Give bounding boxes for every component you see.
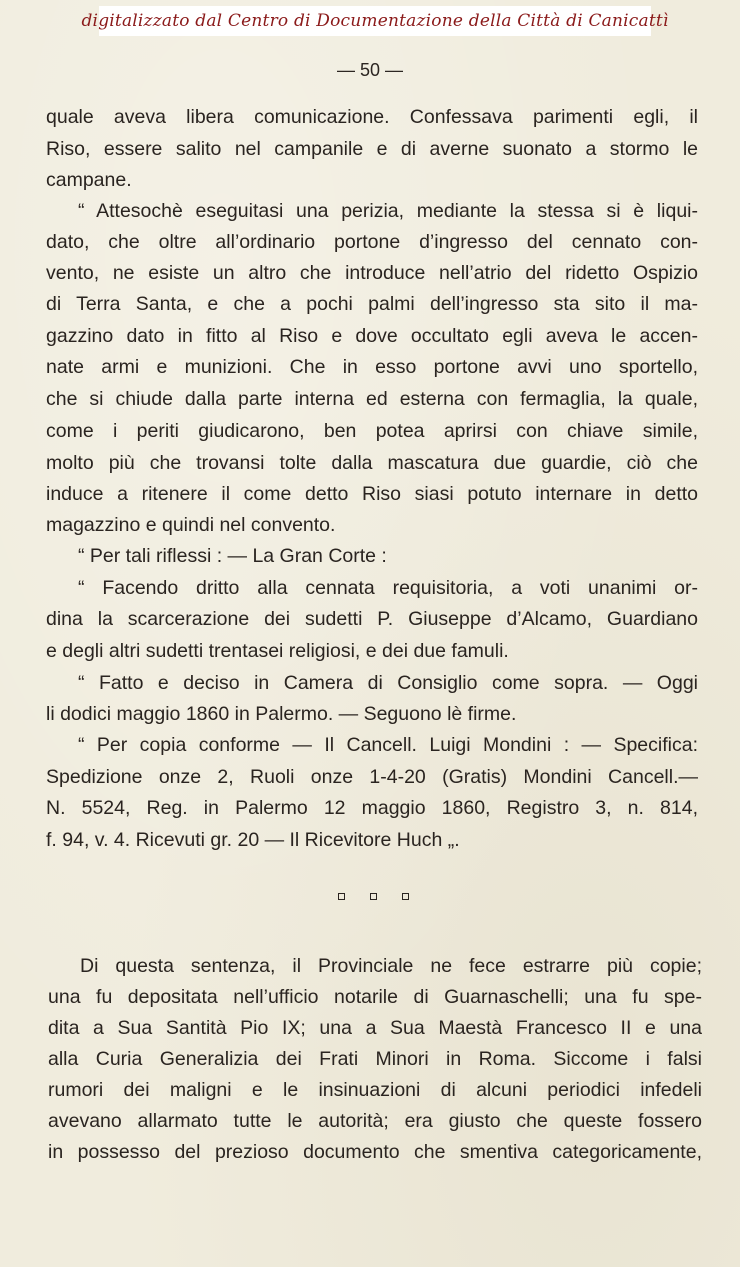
text-line: “ Attesochè eseguitasi una perizia, mediante la stessa si è liqui-: [78, 200, 698, 222]
text-line: e degli altri sudetti trentasei religiosi, e dei due famuli.: [46, 640, 509, 662]
watermark-banner: [81, 6, 669, 36]
text-line: molto più che trovansi tolte dalla mascatura due guardie, ciò che: [46, 452, 698, 474]
text-line: “ Per copia conforme — Il Cancell. Luigi Mondini : — Specifica:: [78, 734, 698, 756]
text-line: nate armi e munizioni. Che in esso portone avvi uno sportello,: [46, 356, 698, 378]
text-line: gazzino dato in fitto al Riso e dove occultato egli aveva le accen-: [46, 325, 698, 347]
text-line: Di questa sentenza, il Provinciale ne fece estrarre più copie;: [80, 955, 702, 977]
text-line: quale aveva libera comunicazione. Confessava parimenti egli, il: [46, 106, 698, 128]
text-line: dita a Sua Santità Pio IX; una a Sua Maestà Francesco II e una: [48, 1017, 702, 1039]
text-line: li dodici maggio 1860 in Palermo. — Seguono lè firme.: [46, 703, 517, 725]
text-line: in possesso del prezioso documento che smentiva categoricamente,: [48, 1141, 702, 1163]
text-line: induce a ritenere il come detto Riso siasi potuto internare in detto: [46, 483, 698, 505]
text-line: alla Curia Generalizia dei Frati Minori in Roma. Siccome i falsi: [48, 1048, 702, 1070]
text-line: campane.: [46, 169, 132, 191]
text-line: Spedizione onze 2, Ruoli onze 1-4-20 (Gratis) Mondini Cancell.—: [46, 766, 698, 788]
text-line: vento, ne esiste un altro che introduce nell’atrio del ridetto Ospizio: [46, 262, 698, 284]
text-line: f. 94, v. 4. Ricevuti gr. 20 — Il Ricevitore Huch „.: [46, 829, 460, 851]
text-line: magazzino e quindi nel convento.: [46, 514, 336, 536]
watermark-text: digitalizzato dal Centro di Documentazione della Città di Canicattì: [81, 11, 669, 31]
text-line: di Terra Santa, e che a pochi palmi dell’ingresso sta sito il ma-: [46, 293, 698, 315]
text-line: avevano allarmato tutte le autorità; era giusto che queste fossero: [48, 1110, 702, 1132]
text-line: una fu depositata nell’ufficio notarile di Guarnaschelli; una fu spe-: [48, 986, 702, 1008]
text-line: come i periti giudicarono, ben potea aprirsi con chiave simile,: [46, 420, 698, 442]
separator-square-icon: [370, 893, 377, 900]
text-line: N. 5524, Reg. in Palermo 12 maggio 1860, Registro 3, n. 814,: [46, 797, 698, 819]
text-line: che si chiude dalla parte interna ed esterna con fermaglia, la quale,: [46, 388, 698, 410]
text-line: Riso, essere salito nel campanile e di averne suonato a stormo le: [46, 138, 698, 160]
text-line: “ Per tali riflessi : — La Gran Corte :: [78, 545, 387, 567]
text-line: rumori dei maligni e le insinuazioni di alcuni periodici infedeli: [48, 1079, 702, 1101]
section-separator: [0, 893, 740, 900]
text-line: “ Facendo dritto alla cennata requisitoria, a voti unanimi or-: [78, 577, 698, 599]
text-line: “ Fatto e deciso in Camera di Consiglio come sopra. — Oggi: [78, 672, 698, 694]
separator-square-icon: [402, 893, 409, 900]
page-number: — 50 —: [336, 60, 404, 80]
separator-square-icon: [338, 893, 345, 900]
text-line: dina la scarcerazione dei sudetti P. Giuseppe d’Alcamo, Guardiano: [46, 608, 698, 630]
text-line: dato, che oltre all’ordinario portone d’ingresso del cennato con-: [46, 231, 698, 253]
